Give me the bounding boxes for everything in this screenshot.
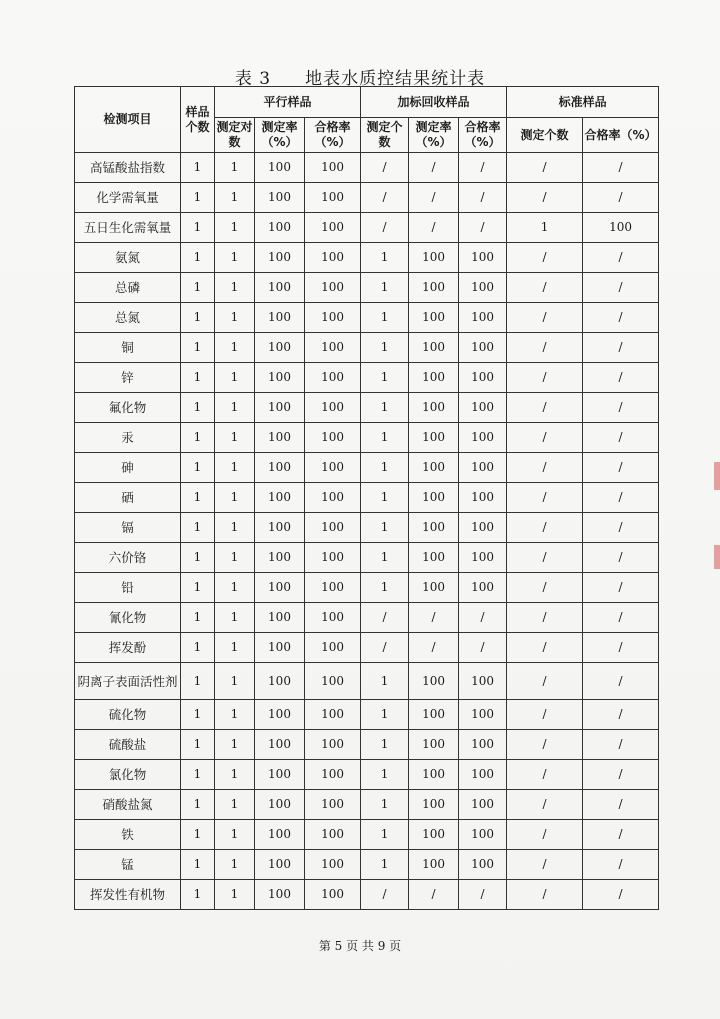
cell-value: 1 [181,543,215,573]
cell-value: 100 [305,363,361,393]
cell-value: / [507,393,583,423]
cell-value: 100 [459,790,507,820]
cell-value: 1 [181,183,215,213]
cell-value: 100 [305,243,361,273]
cell-value: 1 [361,850,409,880]
cell-value: 1 [181,633,215,663]
cell-value: / [459,603,507,633]
cell-value: / [361,603,409,633]
cell-value: 100 [255,513,305,543]
cell-value: / [583,453,659,483]
cell-value: / [583,790,659,820]
table-body [75,153,659,910]
table-row [75,483,659,513]
cell-value: 100 [255,633,305,663]
cell-value: / [507,483,583,513]
cell-value: / [507,820,583,850]
cell-value: 1 [215,513,255,543]
cell-value: 1 [361,423,409,453]
table-row [75,213,659,243]
cell-value: 100 [305,423,361,453]
cell-value: / [583,700,659,730]
cell-value: / [361,213,409,243]
cell-value: 1 [215,543,255,573]
qc-results-table [74,86,659,910]
table-row [75,573,659,603]
cell-value: 100 [255,790,305,820]
cell-value: / [583,423,659,453]
cell-value: 100 [305,573,361,603]
header-parallel-pass: 合格率（%） [305,118,361,153]
cell-value: 1 [361,453,409,483]
cell-value: 1 [181,730,215,760]
cell-item: 硝酸盐氮 [75,790,181,820]
cell-value: 100 [305,730,361,760]
cell-value: / [409,183,459,213]
cell-value: 100 [305,633,361,663]
cell-value: 1 [361,393,409,423]
cell-value: / [583,573,659,603]
cell-item: 挥发酚 [75,633,181,663]
table-row [75,303,659,333]
table-row [75,153,659,183]
cell-value: 1 [361,333,409,363]
header-parallel: 平行样品 [215,87,361,118]
cell-value: 100 [305,153,361,183]
cell-value: / [583,243,659,273]
cell-value: 100 [305,453,361,483]
cell-value: 1 [215,423,255,453]
cell-value: / [583,333,659,363]
cell-value: 100 [459,303,507,333]
cell-value: 100 [459,820,507,850]
cell-value: 100 [255,303,305,333]
cell-value: / [507,850,583,880]
cell-value: / [583,543,659,573]
cell-value: 1 [215,183,255,213]
cell-value: 100 [459,573,507,603]
cell-value: 100 [255,363,305,393]
cell-value: 1 [215,633,255,663]
cell-value: 1 [215,850,255,880]
cell-value: / [507,423,583,453]
cell-value: / [507,363,583,393]
cell-value: 100 [459,663,507,700]
table-row [75,820,659,850]
cell-item: 铁 [75,820,181,850]
cell-value: 100 [255,603,305,633]
cell-value: 100 [459,513,507,543]
cell-value: / [583,183,659,213]
cell-item: 硫化物 [75,700,181,730]
cell-value: 100 [255,333,305,363]
header-count: 样品个数 [181,87,215,153]
cell-value: / [507,153,583,183]
cell-item: 总磷 [75,273,181,303]
cell-value: 100 [409,543,459,573]
header-spike-pass: 合格率（%） [459,118,507,153]
cell-value: 1 [215,880,255,910]
table-row [75,363,659,393]
cell-value: / [459,183,507,213]
cell-value: / [583,483,659,513]
cell-value: 100 [459,243,507,273]
cell-value: 100 [255,760,305,790]
cell-value: / [507,543,583,573]
cell-value: 1 [215,790,255,820]
cell-value: / [583,303,659,333]
cell-value: 100 [255,663,305,700]
cell-value: 1 [361,303,409,333]
cell-value: 1 [361,483,409,513]
header-standard-count: 测定个数 [507,118,583,153]
cell-value: 100 [255,153,305,183]
cell-value: 100 [409,423,459,453]
cell-value: 100 [255,880,305,910]
table-row [75,700,659,730]
cell-value: / [361,880,409,910]
cell-value: 100 [409,850,459,880]
cell-item: 高锰酸盐指数 [75,153,181,183]
cell-value: 100 [305,273,361,303]
cell-value: 100 [459,333,507,363]
cell-value: 100 [409,790,459,820]
cell-value: 100 [305,880,361,910]
cell-item: 氟化物 [75,393,181,423]
cell-value: 100 [255,213,305,243]
cell-value: 100 [409,393,459,423]
cell-value: 100 [255,183,305,213]
cell-item: 铜 [75,333,181,363]
cell-value: / [507,453,583,483]
cell-item: 铅 [75,573,181,603]
table-row [75,663,659,700]
cell-value: 100 [305,543,361,573]
cell-value: / [507,273,583,303]
table-row [75,633,659,663]
cell-value: 100 [305,820,361,850]
cell-value: / [583,880,659,910]
cell-value: / [507,513,583,543]
cell-value: 1 [361,273,409,303]
cell-value: 100 [409,730,459,760]
cell-value: 1 [361,543,409,573]
cell-value: 1 [361,730,409,760]
cell-value: 1 [181,363,215,393]
cell-value: 100 [409,663,459,700]
cell-value: / [583,153,659,183]
cell-value: 1 [181,880,215,910]
cell-value: / [583,760,659,790]
cell-value: 100 [255,573,305,603]
cell-value: / [507,603,583,633]
cell-value: 100 [459,730,507,760]
cell-value: 1 [361,363,409,393]
cell-value: / [361,153,409,183]
cell-value: 1 [361,663,409,700]
cell-value: 100 [255,483,305,513]
cell-value: 1 [181,573,215,603]
cell-value: 1 [215,730,255,760]
cell-value: 100 [255,730,305,760]
cell-value: / [583,393,659,423]
cell-value: / [409,633,459,663]
cell-value: 1 [215,700,255,730]
cell-value: 1 [215,603,255,633]
cell-value: / [459,633,507,663]
seal-stamp-mark [714,545,720,569]
cell-value: / [507,663,583,700]
cell-value: 1 [181,700,215,730]
cell-value: 100 [255,820,305,850]
cell-value: / [583,513,659,543]
cell-item: 汞 [75,423,181,453]
cell-value: / [583,663,659,700]
cell-value: 1 [181,273,215,303]
cell-value: 100 [305,183,361,213]
cell-value: / [409,153,459,183]
cell-value: 100 [305,303,361,333]
cell-item: 硫酸盐 [75,730,181,760]
cell-value: 100 [409,453,459,483]
cell-value: 100 [459,483,507,513]
cell-value: 100 [459,760,507,790]
cell-value: 1 [361,790,409,820]
cell-value: 100 [255,850,305,880]
table-row [75,730,659,760]
cell-value: 100 [305,393,361,423]
cell-value: 1 [181,393,215,423]
seal-stamp-mark [714,462,720,490]
cell-item: 六价铬 [75,543,181,573]
cell-value: 100 [305,603,361,633]
cell-item: 硒 [75,483,181,513]
cell-item: 氯化物 [75,760,181,790]
cell-value: 100 [255,453,305,483]
cell-value: 1 [181,513,215,543]
cell-value: 100 [255,393,305,423]
table-row [75,423,659,453]
cell-value: 100 [255,543,305,573]
cell-value: / [507,790,583,820]
cell-value: 1 [215,663,255,700]
table-row [75,243,659,273]
cell-value: 100 [459,273,507,303]
cell-value: 100 [459,700,507,730]
header-spike-count: 测定个数 [361,118,409,153]
cell-value: 1 [215,243,255,273]
cell-value: 100 [409,333,459,363]
table-row [75,393,659,423]
header-spike-rate: 测定率（%） [409,118,459,153]
cell-value: 1 [215,573,255,603]
cell-value: 100 [305,213,361,243]
cell-item: 锌 [75,363,181,393]
header-parallel-rate: 测定率（%） [255,118,305,153]
cell-item: 化学需氧量 [75,183,181,213]
cell-value: 1 [181,303,215,333]
cell-value: 100 [305,760,361,790]
cell-value: / [507,303,583,333]
cell-item: 氨氮 [75,243,181,273]
cell-value: / [583,730,659,760]
cell-value: 1 [215,273,255,303]
page-footer: 第 5 页 共 9 页 [318,939,402,953]
cell-value: 100 [305,700,361,730]
cell-value: 100 [305,513,361,543]
table-row [75,543,659,573]
cell-value: 100 [305,483,361,513]
cell-value: 100 [459,850,507,880]
table-row [75,183,659,213]
cell-value: / [507,183,583,213]
cell-value: 1 [181,423,215,453]
table-row [75,760,659,790]
cell-value: 1 [181,850,215,880]
table-row [75,790,659,820]
cell-item: 砷 [75,453,181,483]
cell-value: 100 [459,453,507,483]
table-row [75,850,659,880]
table-number: 表 3 [234,69,272,89]
table-row [75,513,659,543]
cell-value: / [409,603,459,633]
table-row [75,603,659,633]
cell-value: 1 [215,820,255,850]
cell-value: 100 [459,393,507,423]
cell-value: / [583,850,659,880]
header-parallel-pairs: 测定对数 [215,118,255,153]
cell-value: 1 [361,700,409,730]
cell-value: 100 [459,423,507,453]
cell-value: / [361,633,409,663]
cell-value: / [507,880,583,910]
cell-value: 1 [361,243,409,273]
cell-value: 1 [507,213,583,243]
cell-value: 100 [409,573,459,603]
cell-value: / [583,273,659,303]
cell-value: 100 [459,543,507,573]
cell-value: 1 [181,243,215,273]
cell-value: 100 [409,760,459,790]
cell-value: 1 [361,513,409,543]
cell-value: 1 [215,453,255,483]
cell-item: 五日生化需氧量 [75,213,181,243]
cell-value: / [507,573,583,603]
header-standard: 标准样品 [507,87,659,118]
cell-value: 100 [409,303,459,333]
cell-value: 100 [255,273,305,303]
cell-value: 1 [215,363,255,393]
cell-value: 100 [305,850,361,880]
cell-value: / [459,880,507,910]
cell-value: 100 [305,333,361,363]
table-row [75,333,659,363]
cell-value: 1 [181,820,215,850]
cell-value: 100 [409,820,459,850]
cell-value: / [459,213,507,243]
header-spike: 加标回收样品 [361,87,507,118]
cell-item: 阴离子表面活性剂 [75,663,181,700]
cell-value: 1 [181,663,215,700]
cell-value: / [583,633,659,663]
cell-value: 100 [409,513,459,543]
cell-value: 1 [181,153,215,183]
cell-value: 1 [215,303,255,333]
cell-value: 100 [409,243,459,273]
header-item: 检测项目 [75,87,181,153]
header-standard-pass: 合格率（%） [583,118,659,153]
cell-value: 1 [181,483,215,513]
cell-value: 1 [215,333,255,363]
cell-value: / [507,760,583,790]
table-row [75,880,659,910]
cell-value: 1 [215,483,255,513]
cell-value: / [583,820,659,850]
cell-value: 100 [305,790,361,820]
cell-value: 1 [181,760,215,790]
table-row [75,453,659,483]
cell-value: 1 [215,213,255,243]
cell-value: / [459,153,507,183]
cell-value: 100 [255,423,305,453]
cell-value: / [409,880,459,910]
cell-value: 100 [409,273,459,303]
cell-value: 100 [255,700,305,730]
cell-value: 1 [361,820,409,850]
cell-item: 锰 [75,850,181,880]
cell-value: 1 [181,603,215,633]
cell-item: 镉 [75,513,181,543]
cell-value: 100 [305,663,361,700]
cell-value: 1 [181,790,215,820]
cell-value: 100 [255,243,305,273]
cell-value: / [583,363,659,393]
table-header [75,87,659,153]
cell-item: 总氮 [75,303,181,333]
cell-value: 1 [361,760,409,790]
cell-value: / [361,183,409,213]
cell-value: 100 [459,363,507,393]
cell-value: 1 [181,453,215,483]
table-row [75,273,659,303]
cell-item: 挥发性有机物 [75,880,181,910]
cell-value: / [507,730,583,760]
table-title-text: 地表水质控结果统计表 [305,69,486,89]
cell-value: 1 [181,213,215,243]
cell-value: / [507,633,583,663]
cell-item: 氰化物 [75,603,181,633]
cell-value: 1 [215,393,255,423]
cell-value: 1 [215,760,255,790]
cell-value: 100 [409,700,459,730]
cell-value: / [507,333,583,363]
cell-value: 1 [361,573,409,603]
cell-value: / [507,700,583,730]
cell-value: / [507,243,583,273]
cell-value: 100 [583,213,659,243]
cell-value: 1 [215,153,255,183]
cell-value: 100 [409,483,459,513]
cell-value: 100 [409,363,459,393]
cell-value: / [409,213,459,243]
cell-value: 1 [181,333,215,363]
cell-value: / [583,603,659,633]
